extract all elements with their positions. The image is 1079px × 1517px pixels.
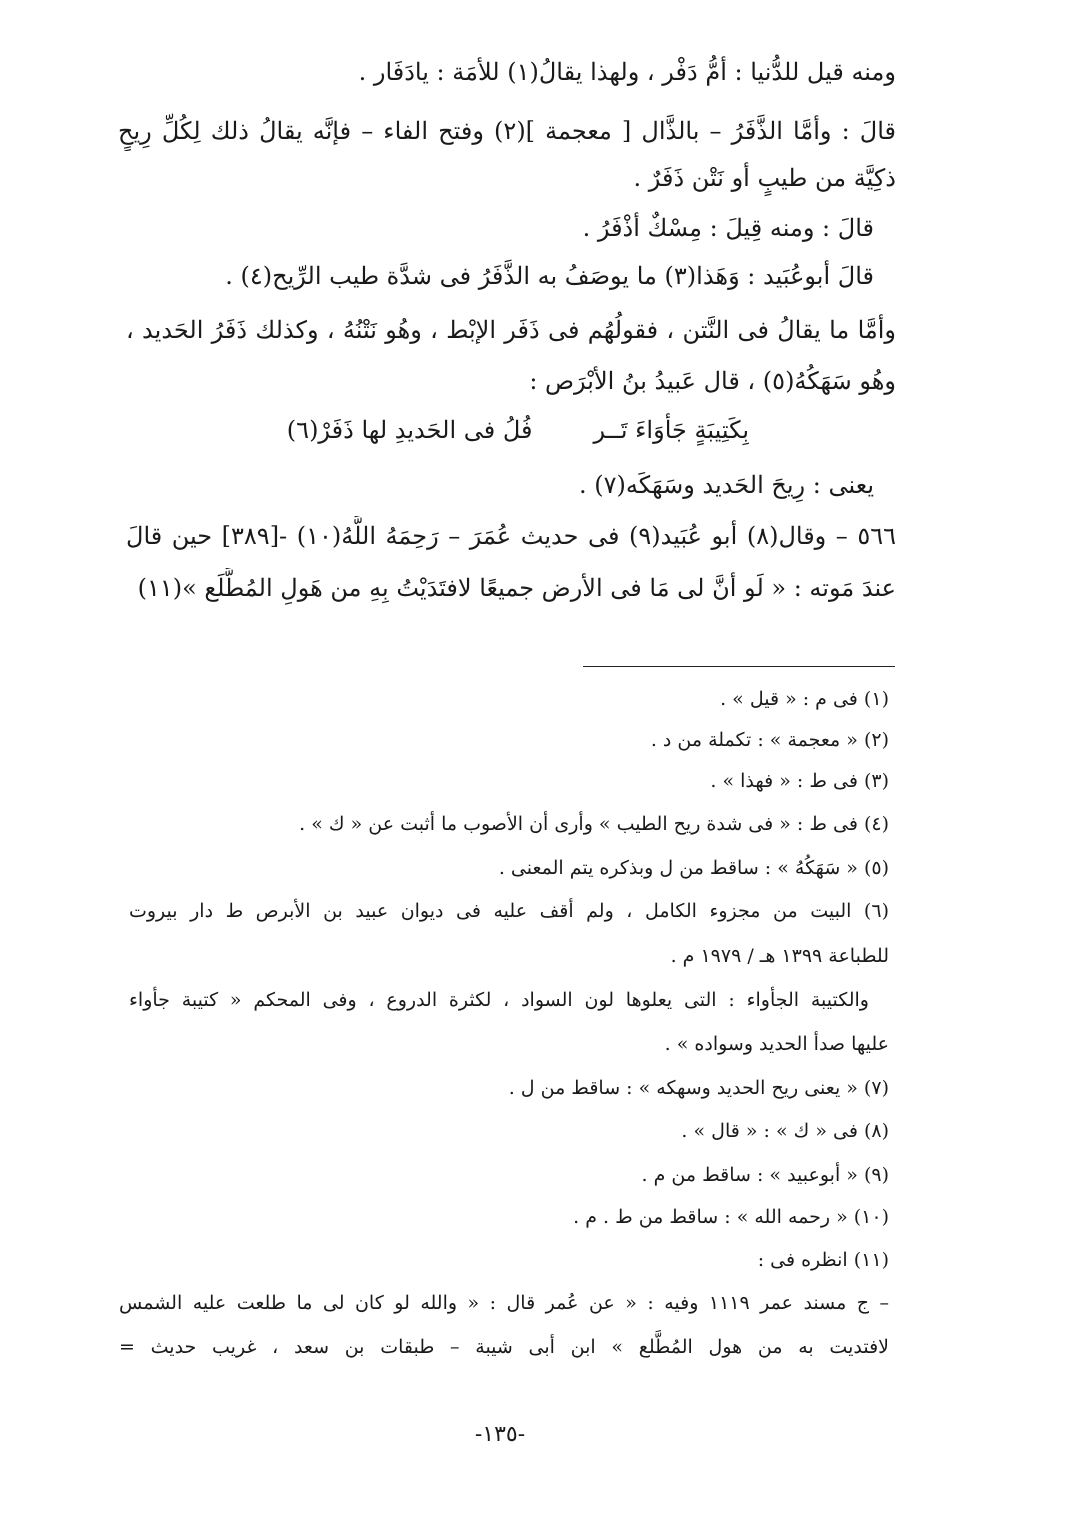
footnote-10: (١٠) « رحمه الله » : ساقط من ط . م .: [573, 1206, 889, 1228]
footnote-1: (١) فى م : « قيل » .: [720, 688, 889, 710]
footnote-11-ref-1: – ج مسند عمر ١١١٩ وفيه : « عن عُمر قال : « والله لو كان لى ما طلعت عليه الشمس: [119, 1292, 889, 1314]
main-line-3: ذكِيَّة من طيبٍ أو نَتْن ذَفَرٌ .: [633, 164, 896, 192]
footnote-8: (٨) فى « ك » : « قال » .: [681, 1120, 889, 1142]
footnote-2: (٢) « معجمة » : تكملة من د .: [650, 729, 889, 751]
main-line-11: عندَ مَوته : « لَو أنَّ لى مَا فى الأرض جميعًا لافتَدَيْتُ بِهِ من هَولِ المُطَّلَع »(١١): [137, 574, 896, 602]
main-line-9: يعنى : رِيحَ الحَديد وسَهَكَه(٧) .: [579, 471, 874, 499]
main-line-5: قالَ أبوعُبَيد : وَهَذا(٣) ما يوصَفُ به الذَّفَرُ فى شدَّة طيب الرِّيح(٤) .: [225, 262, 874, 290]
page-number: -١٣٥-: [474, 1422, 526, 1447]
main-line-1: ومنه قيل للدُّنيا : أمُّ دَفْر ، ولهذا يقالُ(١) للأمَة : يادَفَار .: [358, 58, 896, 86]
footnote-11: (١١) انظره فى :: [757, 1249, 889, 1271]
footnote-4: (٤) فى ط : « فى شدة ريح الطيب » وأرى أن الأصوب ما أثبت عن « ك » .: [299, 813, 889, 835]
main-line-4: قالَ : ومنه قِيلَ : مِسْكٌ أذْفَرُ .: [582, 214, 874, 242]
footnote-separator: [583, 666, 895, 667]
footnote-9: (٩) « أبوعبيد » : ساقط من م .: [641, 1164, 889, 1186]
footnote-11-ref-2: لافتديت به من هول المُطَّلع » ابن أبى شيبة – طبقات بن سعد ، غريب حديث =: [119, 1336, 889, 1358]
main-line-6: وأمَّا ما يقالُ فى النَّتن ، فقولُهُم فى ذَفَر الإبْط ، وهُو نَتْنُهُ ، وكذلك ذَفَرُ الحَديد ،: [126, 316, 896, 344]
footnote-6-note: والكتيبة الجأواء : التى يعلوها لون السواد ، لكثرة الدروع ، وفى المحكم « كتيبة جأواء: [129, 989, 869, 1011]
footnote-6-cont: للطباعة ١٣٩٩ هـ / ١٩٧٩ م .: [670, 945, 889, 967]
main-line-2: قالَ : وأمَّا الذَّفَرُ – بالذَّال [ معجمة ](٢) وفتح الفاء – فإنَّه يقالُ ذلك لِكُلِّ رِيحٍ: [118, 117, 896, 145]
footnote-6-note-cont: عليها صدأ الحديد وسواده » .: [664, 1033, 889, 1055]
poem-verse: بِكَتِيبَةٍ جَأوَاءَ تَــر فُلُ فى الحَديدِ لها ذَفَرْ(٦): [286, 416, 749, 444]
footnote-3: (٣) فى ط : « فهذا » .: [710, 770, 889, 792]
main-line-10: ٥٦٦ – وقال(٨) أبو عُبَيد(٩) فى حديث عُمَرَ – رَحِمَهُ اللَّهُ(١٠) -[٣٨٩] حين قالَ: [126, 522, 896, 550]
footnote-5: (٥) « سَهَكُهُ » : ساقط من ل وبذكره يتم المعنى .: [498, 857, 889, 879]
footnote-6: (٦) البيت من مجزوء الكامل ، ولم أقف عليه فى ديوان عبيد بن الأبرص ط دار بيروت: [129, 900, 889, 922]
main-line-7: وهُو سَهَكُهُ(٥) ، قال عَبيدُ بنُ الأبْرَص :: [529, 367, 896, 395]
footnote-7: (٧) « يعنى ريح الحديد وسهكه » : ساقط من ل .: [508, 1077, 889, 1099]
